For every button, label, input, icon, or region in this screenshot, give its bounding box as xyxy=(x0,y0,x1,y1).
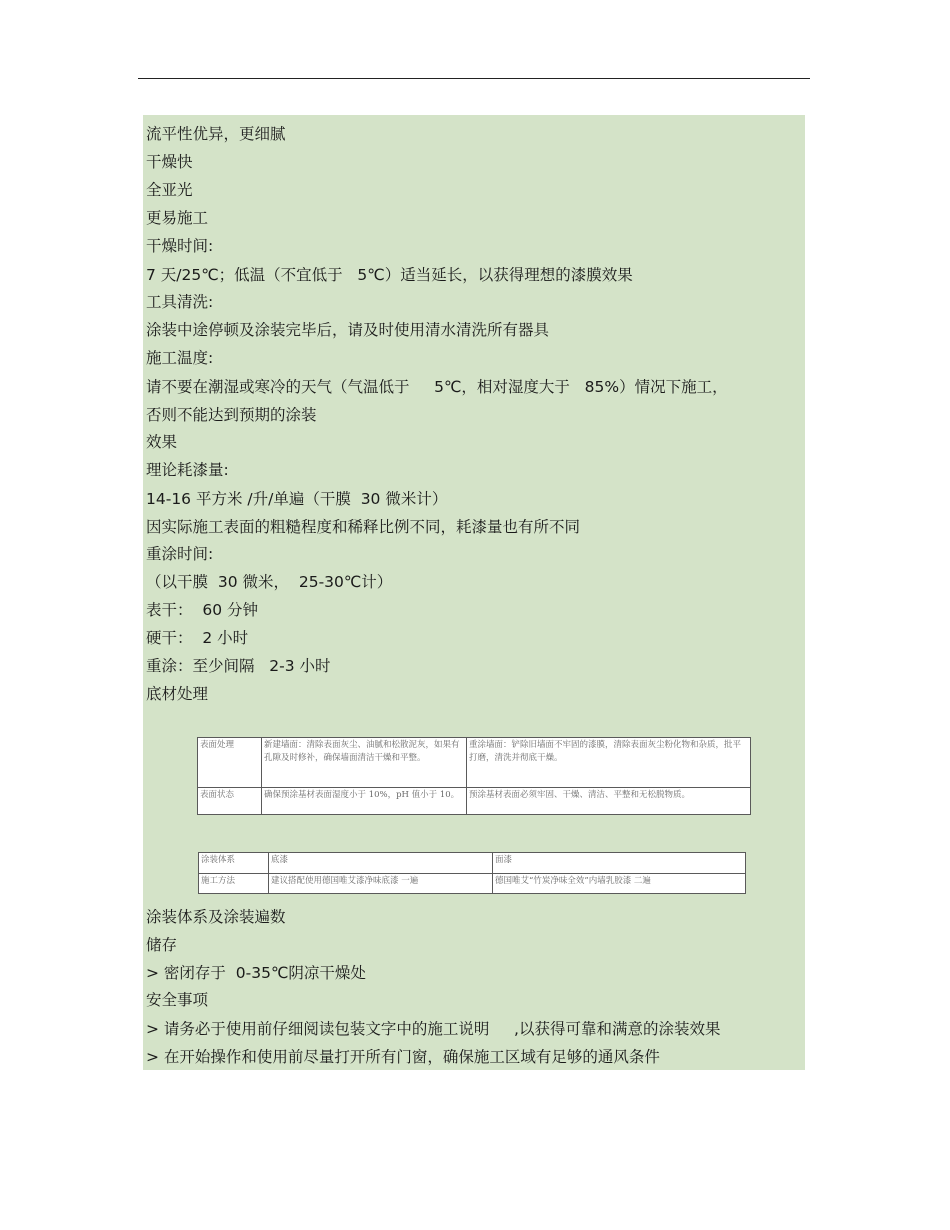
text-line: > 密闭存于 0-35℃阴凉干燥处 xyxy=(146,964,366,982)
text-line: 全亚光 xyxy=(146,181,193,199)
table-cell: 施工方法 xyxy=(199,873,269,894)
text-line: 底材处理 xyxy=(146,685,209,703)
text-line: 干燥快 xyxy=(146,153,193,171)
table-row xyxy=(198,738,751,788)
text-line: 干燥时间: xyxy=(146,237,214,255)
table-cell: 德国唯艾“竹炭净味全效”内墙乳胶漆 二遍 xyxy=(493,873,746,894)
text-line: 重涂时间: xyxy=(146,545,214,563)
table-cell: 表面状态 xyxy=(198,787,262,814)
text-line: 14-16 平方米 /升/单遍（干膜 30 微米计） xyxy=(146,490,448,508)
header-rule xyxy=(138,78,810,79)
text-line: 流平性优异，更细腻 xyxy=(146,125,286,143)
table-cell: 确保预涂基材表面湿度小于 10%，pH 值小于 10。 xyxy=(262,787,467,814)
table-cell: 表面处理 xyxy=(198,738,262,788)
table-cell: 建议搭配使用德国唯艾漆净味底漆 一遍 xyxy=(269,873,493,894)
text-line: 理论耗漆量: xyxy=(146,461,229,479)
text-line: 更易施工 xyxy=(146,209,209,227)
text-line: > 请务必于使用前仔细阅读包装文字中的施工说明 ,以获得可靠和满意的涂装效果 xyxy=(146,1020,721,1038)
table-cell: 预涂基材表面必须牢固、干燥、清洁、平整和无松脱物质。 xyxy=(467,787,751,814)
text-line: 涂装体系及涂装遍数 xyxy=(146,908,286,926)
text-line: 表干： 60 分钟 xyxy=(146,601,259,619)
substrate-treatment-table xyxy=(197,737,751,815)
text-line: （以干膜 30 微米， 25-30℃计） xyxy=(146,573,393,591)
text-line: 储存 xyxy=(146,936,178,954)
text-line: 否则不能达到预期的涂装 xyxy=(146,406,317,424)
table-row xyxy=(198,787,751,814)
coating-system-table xyxy=(198,852,746,894)
table-cell: 重涂墙面：铲除旧墙面不牢固的漆膜，清除表面灰尘粉化物和杂质，批平打磨，清洗并彻底干燥。 xyxy=(467,738,751,788)
text-line: 因实际施工表面的粗糙程度和稀释比例不同，耗漆量也有所不同 xyxy=(146,518,581,536)
text-line: 7 天/25℃；低温（不宜低于 5℃）适当延长，以获得理想的漆膜效果 xyxy=(146,266,633,284)
text-line: 施工温度: xyxy=(146,349,214,367)
table-cell: 新建墙面：清除表面灰尘、油腻和松散泥灰，如果有孔隙及时修补，确保墙面清洁干燥和平整。 xyxy=(262,738,467,788)
text-line: 涂装中途停顿及涂装完毕后，请及时使用清水清洗所有器具 xyxy=(146,321,550,339)
table-row xyxy=(199,853,746,874)
table-cell: 涂装体系 xyxy=(199,853,269,874)
table-row xyxy=(199,873,746,894)
text-line: 请不要在潮湿或寒冷的天气（气温低于 5℃，相对湿度大于 85%）情况下施工， xyxy=(146,378,728,396)
text-line: 效果 xyxy=(146,433,178,451)
table-cell: 底漆 xyxy=(269,853,493,874)
text-line: 工具清洗: xyxy=(146,293,214,311)
text-line: 硬干： 2 小时 xyxy=(146,629,249,647)
text-line: 安全事项 xyxy=(146,991,209,1009)
table-cell: 面漆 xyxy=(493,853,746,874)
text-line: 重涂：至少间隔 2-3 小时 xyxy=(146,657,331,675)
text-line: > 在开始操作和使用前尽量打开所有门窗，确保施工区域有足够的通风条件 xyxy=(146,1048,660,1066)
